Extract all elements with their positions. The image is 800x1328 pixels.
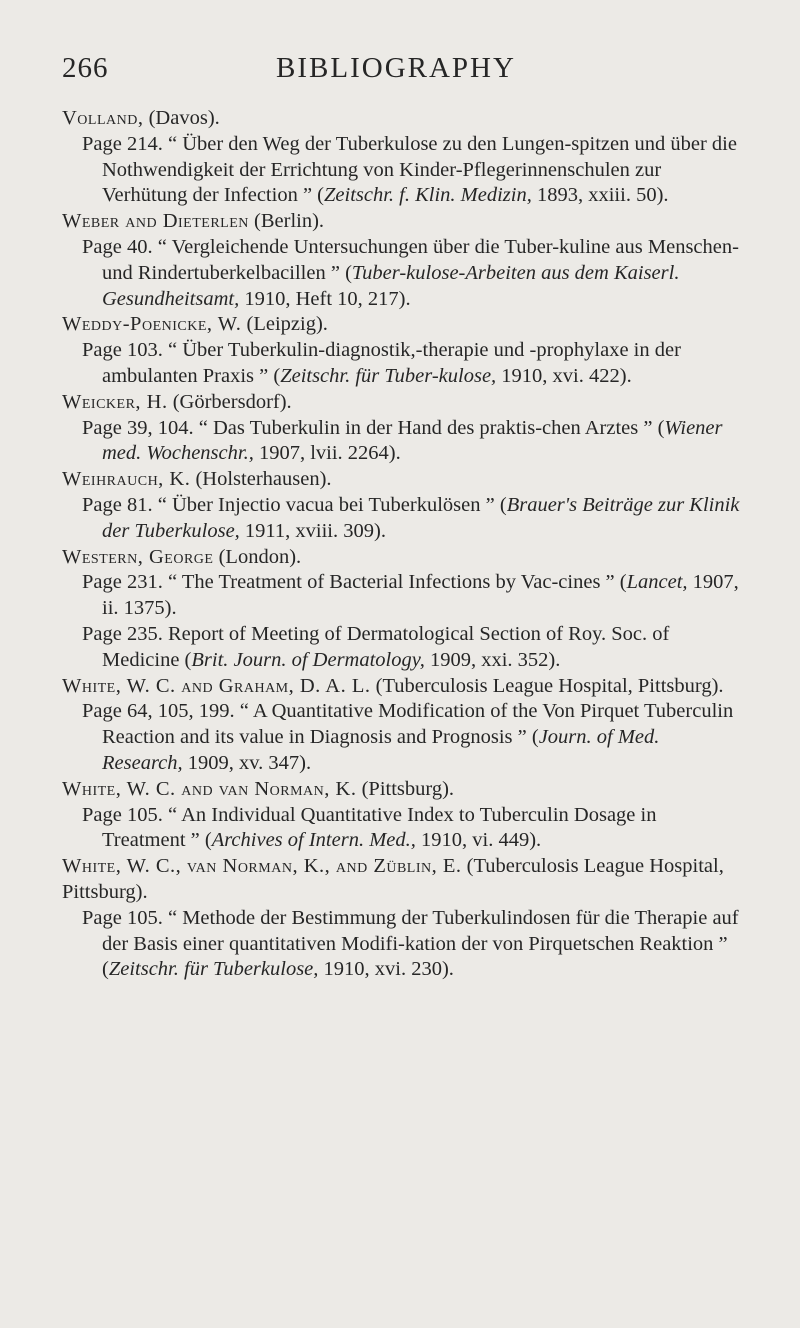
reference-citation: 1910, Heft 10, 217).	[239, 287, 411, 310]
bibliography-entries	[62, 106, 742, 983]
author-name: White, W. C., van Norman, K., and Züblin, E.	[62, 855, 462, 878]
reference-citation: 1909, xv. 347).	[182, 751, 312, 774]
reference-citation: 1893, xxiii. 50).	[531, 184, 669, 207]
reference-citation: 1907, lvii. 2264).	[253, 442, 401, 465]
author-location: (Tuberculosis League Hospital, Pittsburg).	[370, 674, 724, 697]
author-location: (Tuberculosis League Hospital, Pittsburg).	[62, 855, 724, 903]
reference-citation: 1910, xvi. 230).	[318, 958, 454, 981]
entry-author	[62, 312, 742, 338]
reference-text: Page 105. “ Methode der Bestimmung der Tuberkulindosen für die Therapie auf der Basis einer quantitativen Modifi-kation der von Pirquetschen Reaktion ” (	[82, 906, 739, 981]
journal-title: Brit. Journ. of Dermatology,	[191, 648, 425, 671]
journal-title: Brauer's Beiträge zur Klinik der Tuberkulose,	[102, 493, 740, 542]
journal-title: Zeitschr. für Tuberkulose,	[108, 958, 319, 981]
entry-reference	[82, 699, 742, 776]
entry-author	[62, 545, 742, 571]
author-location: (Holsterhausen).	[190, 468, 332, 491]
entry-reference	[82, 416, 742, 468]
author-name: Western, George	[62, 545, 214, 568]
author-location: (Leipzig).	[241, 313, 328, 336]
entry-author	[62, 854, 742, 906]
reference-text: Page 39, 104. “ Das Tuberkulin in der Hand des praktis-chen Arztes ” (	[82, 416, 665, 439]
entry-author	[62, 106, 742, 132]
reference-text: Page 40. “ Vergleichende Untersuchungen über die Tuber-kuline aus Menschen-und Rindertuberkelbacillen ” (	[82, 235, 739, 284]
entry-reference	[82, 622, 742, 674]
bibliography-entry	[62, 545, 742, 674]
author-location: (Davos).	[143, 107, 220, 129]
journal-title: Wiener med. Wochenschr.,	[102, 416, 723, 465]
entry-reference	[82, 235, 742, 312]
reference-citation: 1910, vi. 449).	[415, 829, 542, 852]
reference-text: Page 214. “ Über den Weg der Tuberkulose zu den Lungen-spitzen und über die Nothwendigkeit der Errichtung von Kinder-Pflegerinnenschulen zur Verhütung der Infection ” (	[82, 132, 737, 207]
bibliography-entry	[62, 854, 742, 983]
reference-citation: 1911, xviii. 309).	[239, 519, 386, 542]
author-name: Weber and Dieterlen	[62, 210, 249, 233]
entry-reference	[82, 570, 742, 622]
running-title: BIBLIOGRAPHY	[276, 52, 516, 84]
bibliography-entry	[62, 777, 742, 854]
reference-text: Page 235. Report of Meeting of Dermatological Section of Roy. Soc. of Medicine (	[82, 622, 670, 671]
bibliography-entry	[62, 312, 742, 389]
page-number: 266	[62, 52, 109, 84]
entry-author	[62, 209, 742, 235]
author-location: (Pittsburg).	[356, 777, 455, 800]
reference-citation: 1907, ii. 1375).	[102, 571, 739, 620]
reference-text: Page 105. “ An Individual Quantitative Index to Tuberculin Dosage in Treatment ” (	[82, 803, 657, 852]
bibliography-entry	[62, 467, 742, 544]
journal-title: Lancet,	[626, 571, 688, 594]
bibliography-entry	[62, 106, 742, 209]
reference-text: Page 231. “ The Treatment of Bacterial Infections by Vac-cines ” (	[82, 571, 627, 594]
entry-reference	[82, 906, 742, 983]
reference-citation: 1909, xxi. 352).	[424, 648, 561, 671]
author-location: (London).	[213, 545, 302, 568]
entry-reference	[82, 132, 742, 209]
entry-reference	[82, 338, 742, 390]
bibliography-entry	[62, 209, 742, 312]
journal-title: Archives of Intern. Med.,	[211, 829, 416, 852]
bibliography-entry	[62, 390, 742, 467]
author-name: Weddy-Poenicke, W.	[62, 313, 242, 336]
author-name: White, W. C. and Graham, D. A. L.	[62, 674, 371, 697]
entry-reference	[82, 803, 742, 855]
author-location: (Berlin).	[248, 210, 325, 233]
bibliography-entry	[62, 674, 742, 777]
entry-reference	[82, 493, 742, 545]
entry-author	[62, 777, 742, 803]
journal-title: Tuber-kulose-Arbeiten aus dem Kaiserl. Gesundheitsamt,	[102, 261, 680, 310]
author-location: (Görbersdorf).	[167, 390, 292, 413]
author-name: Weicker, H.	[62, 390, 168, 413]
entry-author	[62, 674, 742, 700]
journal-title: Journ. of Med. Research,	[102, 726, 660, 774]
reference-text: Page 64, 105, 199. “ A Quantitative Modification of the Von Pirquet Tuberculin Reaction and its value in Diagnosis and Prognosis ” (	[82, 700, 734, 749]
entry-author	[62, 390, 742, 416]
author-name: Weihrauch, K.	[62, 468, 191, 491]
author-name: White, W. C. and van Norman, K.	[62, 777, 357, 800]
reference-citation: 1910, xvi. 422).	[496, 364, 632, 387]
page-header	[62, 52, 730, 92]
entry-author	[62, 467, 742, 493]
journal-title: Zeitschr. für Tuber-kulose,	[280, 364, 497, 387]
journal-title: Zeitschr. f. Klin. Medizin,	[324, 184, 532, 207]
reference-text: Page 81. “ Über Injectio vacua bei Tuberkulösen ” (	[82, 493, 507, 516]
reference-text: Page 103. “ Über Tuberkulin-diagnostik,-therapie und -prophylaxe in der ambulanten Praxis ” (	[82, 339, 681, 387]
author-name: Volland,	[62, 107, 144, 129]
